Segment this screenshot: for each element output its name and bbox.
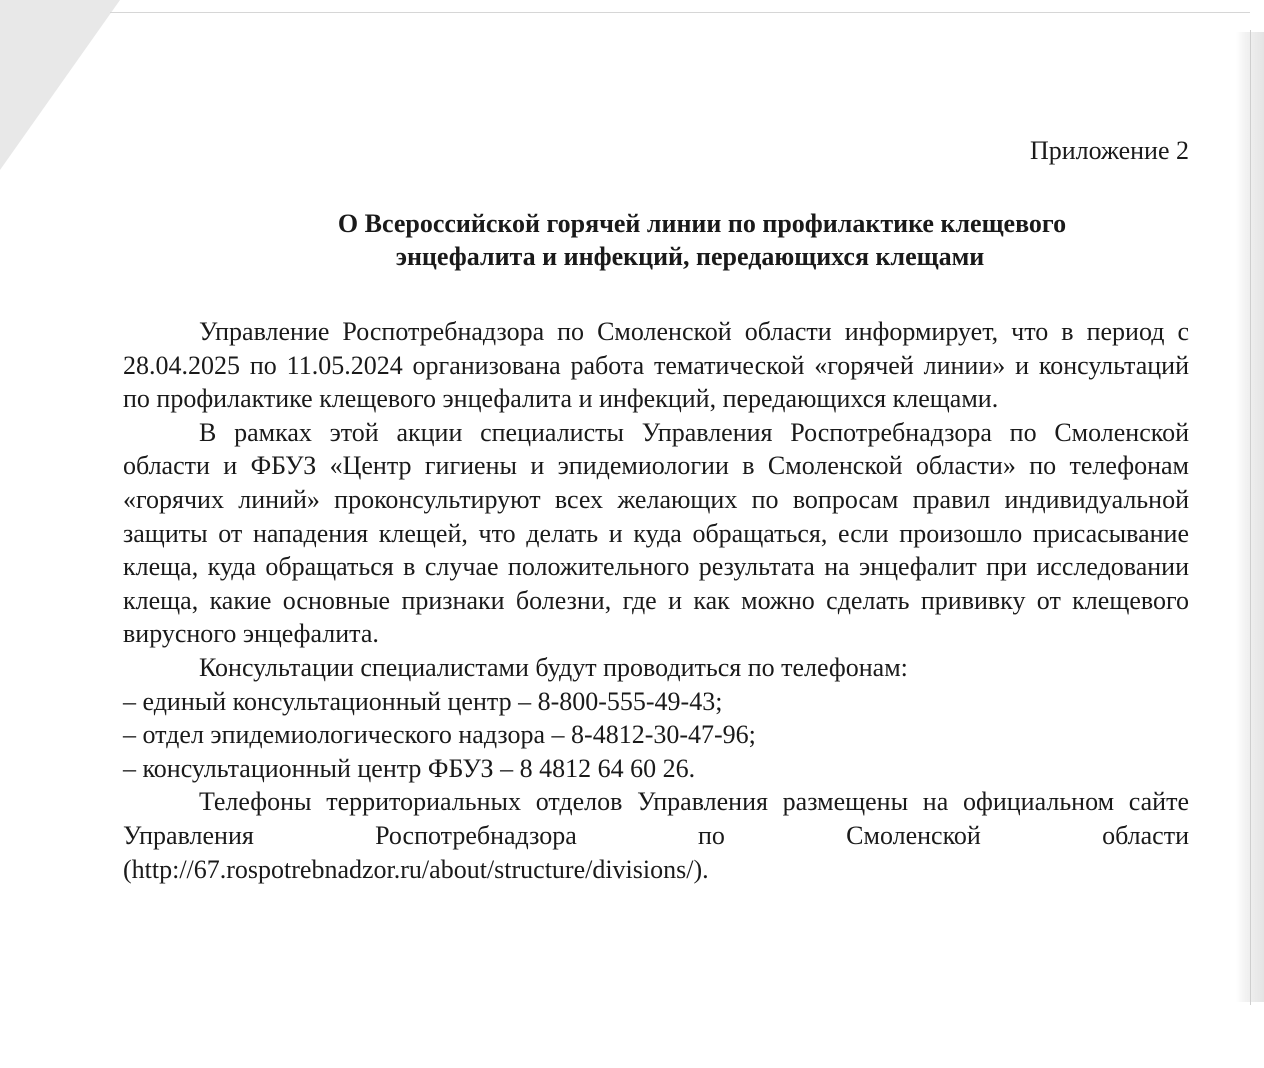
document-title xyxy=(123,208,1189,273)
title-line-2: энцефалита и инфекций, передающихся клещами xyxy=(395,241,985,271)
phone-list-item: – отдел эпидемиологического надзора – 8-4812-30-47-96; xyxy=(123,720,756,750)
paragraph-intro: Управление Роспотребнадзора по Смоленской области информирует, что в период с 28.04.2025 по 11.05.2024 организована работа тематической «горячей линии» и консультаций по профилактике клещевого энцефалита и инфекций, передающихся клещами. xyxy=(123,317,1189,414)
phone-list-item: – консультационный центр ФБУЗ – 8 4812 64 60 26. xyxy=(123,753,696,783)
paragraph-territorial-offices: Телефоны территориальных отделов Управления размещены на официальном сайте Управления Роспотребнадзора по Смоленской области (http://67.rospotrebnadzor.ru/about/structure/divisions/). xyxy=(123,787,1189,884)
scan-corner-shadow xyxy=(0,0,120,170)
paragraph-phones-intro: Консультации специалистами будут проводиться по телефонам: xyxy=(199,652,908,682)
scan-right-line xyxy=(1250,30,1251,1005)
document-body xyxy=(123,315,1189,886)
title-line-1: О Всероссийской горячей линии по профилактике клещевого xyxy=(337,209,1067,238)
document-content xyxy=(123,134,1189,886)
paragraph-consultation-scope: В рамках этой акции специалисты Управления Роспотребнадзора по Смоленской области и ФБУЗ «Центр гигиены и эпидемиологии в Смоленской области» по телефонам «горячих линий» проконсультируют всех желающих по вопросам правил индивидуальной защиты от нападения клещей, что делать и куда обращаться, если произошло присасывание клеща, куда обращаться в случае положительного результата на энцефалит при исследовании клеща, какие основные признаки болезни, где и как можно сделать прививку от клещевого вирусного энцефалита. xyxy=(123,417,1189,649)
phone-list-item: – единый консультационный центр – 8-800-555-49-43; xyxy=(123,686,723,716)
scan-top-edge xyxy=(110,12,1250,13)
appendix-label: Приложение 2 xyxy=(1029,136,1189,165)
